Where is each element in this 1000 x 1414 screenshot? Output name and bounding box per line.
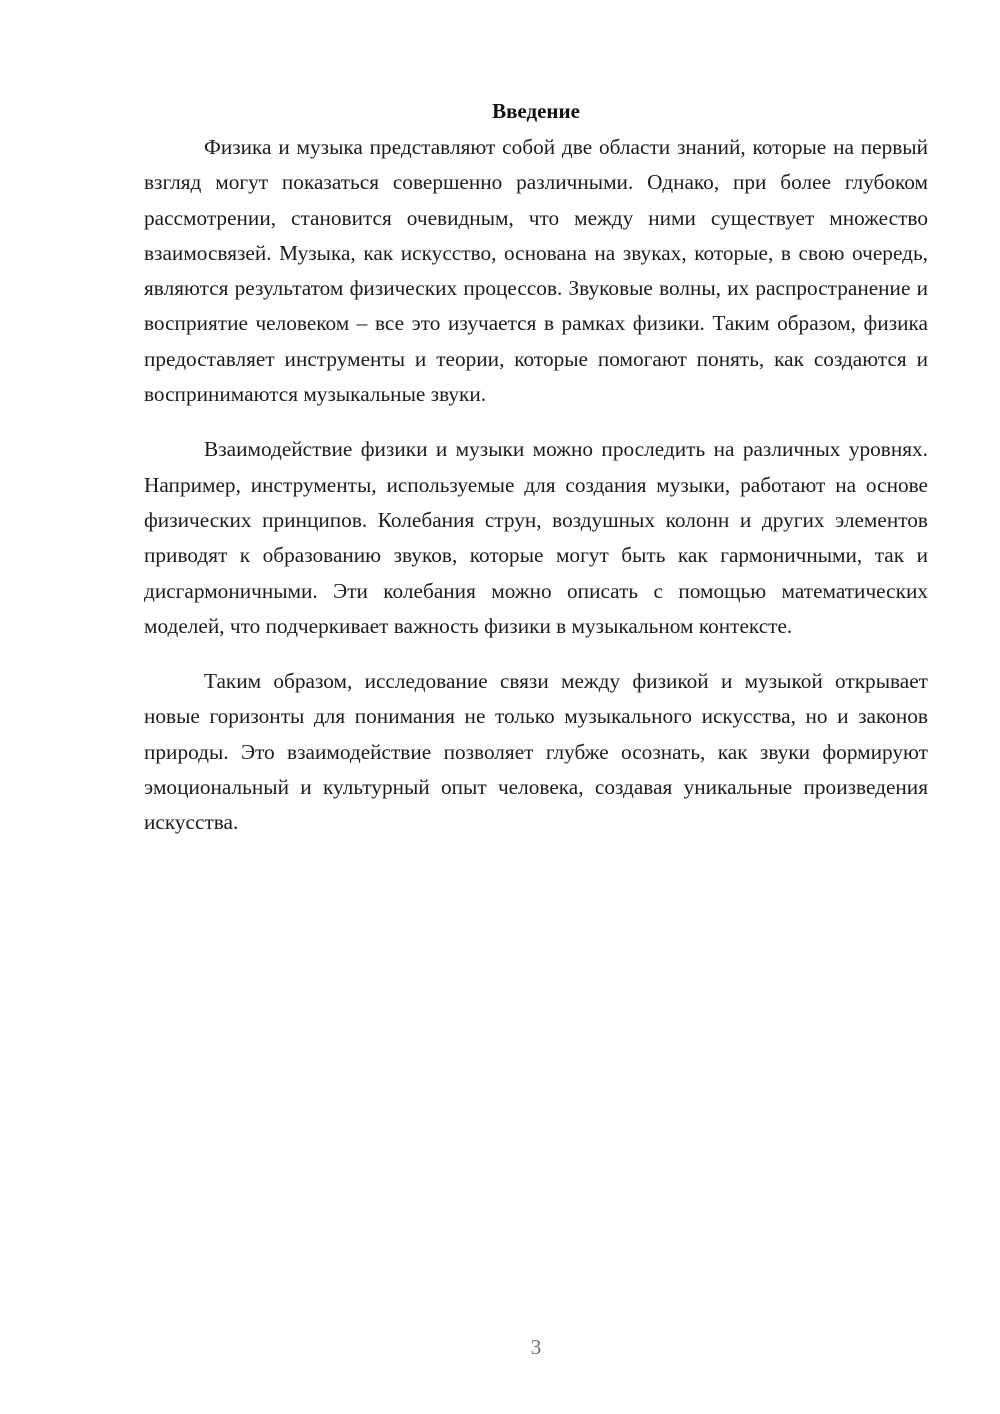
paragraph-2: Взаимодействие физики и музыки можно проследить на различных уровнях. Например, инструменты, используемые для создания музыки, работают на основе физических принципов. Колебания струн, воздушных колонн и других элементов приводят к образованию звуков, которые могут быть как гармоничными, так и дисгармоничными. Эти колебания можно описать с помощью математических моделей, что подчеркивает важность физики в музыкальном контексте. bbox=[144, 437, 928, 638]
page-number: 3 bbox=[530, 1335, 542, 1359]
paragraph-3: Таким образом, исследование связи между физикой и музыкой открывает новые горизонты для понимания не только музыкального искусства, но и законов природы. Это взаимодействие позволяет глубже осознать, как звуки формируют эмоциональный и культурный опыт человека, создавая уникальные произведения искусства. bbox=[144, 669, 928, 835]
section-heading: Введение bbox=[492, 99, 580, 123]
page-body bbox=[144, 96, 928, 841]
paragraph-1: Физика и музыка представляют собой две области знаний, которые на первый взгляд могут показаться совершенно различными. Однако, при более глубоком рассмотрении, становится очевидным, что между ними существует множество взаимосвязей. Музыка, как искусство, основана на звуках, которые, в свою очередь, являются результатом физических процессов. Звуковые волны, их распространение и восприятие человеком – все это изучается в рамках физики. Таким образом, физика предоставляет инструменты и теории, которые помогают понять, как создаются и воспринимаются музыкальные звуки. bbox=[144, 135, 928, 407]
